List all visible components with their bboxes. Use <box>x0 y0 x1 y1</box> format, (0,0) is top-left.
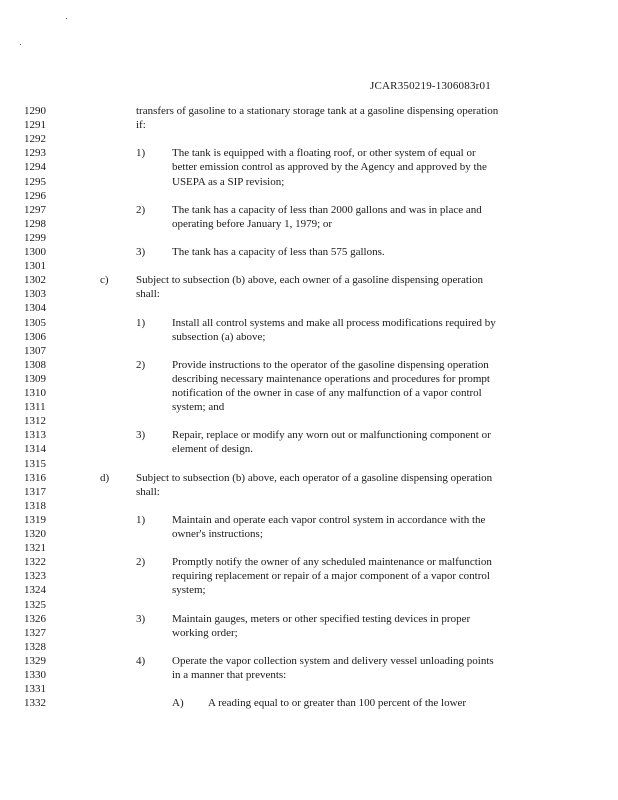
line-number: 1320 <box>24 528 46 540</box>
document-line <box>0 654 618 668</box>
line-text: Subject to subsection (b) above, each operator of a gasoline dispensing operation <box>136 471 493 484</box>
line-text: better emission control as approved by the Agency and approved by the <box>172 161 487 174</box>
line-text: Subject to subsection (b) above, each owner of a gasoline dispensing operation <box>136 274 484 287</box>
line-text: shall: <box>136 288 160 301</box>
line-number: 1302 <box>24 274 46 287</box>
document-line <box>0 513 618 527</box>
document-line <box>0 414 618 428</box>
document-line <box>0 344 618 358</box>
line-number: 1304 <box>24 302 46 315</box>
line-text: The tank is equipped with a floating roof, or other system of equal or <box>172 147 476 160</box>
document-line <box>0 301 618 315</box>
line-number: 1325 <box>24 598 46 611</box>
enumeration-label: 1) <box>136 147 146 160</box>
line-text: Operate the vapor collection system and delivery vessel unloading points <box>172 654 494 667</box>
document-line <box>0 259 618 273</box>
document-line <box>0 555 618 569</box>
document-line <box>0 217 618 231</box>
document-line <box>0 499 618 513</box>
line-number: 1321 <box>24 542 46 555</box>
line-number: 1316 <box>24 471 46 484</box>
enumeration-label: A) <box>172 697 184 710</box>
line-number: 1330 <box>24 669 46 681</box>
document-line <box>0 457 618 471</box>
enumeration-label: 2) <box>136 556 146 569</box>
line-text: describing necessary maintenance operations and procedures for prompt <box>172 372 490 385</box>
line-number: 1324 <box>24 584 46 597</box>
document-line <box>0 330 618 344</box>
enumeration-label: d) <box>100 471 110 484</box>
line-text: shall: <box>136 485 160 498</box>
line-number: 1326 <box>24 612 46 625</box>
line-number: 1328 <box>24 640 46 653</box>
scan-speck <box>20 44 21 45</box>
line-number: 1315 <box>24 457 46 470</box>
document-line <box>0 203 618 217</box>
scan-speck <box>66 18 67 19</box>
document-line <box>0 287 618 301</box>
document-line <box>0 541 618 555</box>
enumeration-label: 3) <box>136 246 146 258</box>
enumeration-label: 1) <box>136 513 146 526</box>
line-number: 1292 <box>24 133 46 146</box>
line-number: 1318 <box>24 499 46 512</box>
line-number: 1312 <box>24 415 46 428</box>
document-line <box>0 231 618 245</box>
line-number: 1327 <box>24 626 46 639</box>
enumeration-label: 2) <box>136 203 146 216</box>
line-text: Maintain and operate each vapor control system in accordance with the <box>172 513 486 526</box>
document-line <box>0 442 618 456</box>
line-number: 1294 <box>24 161 46 174</box>
line-text: working order; <box>172 626 238 639</box>
line-number: 1313 <box>24 429 46 442</box>
line-text: transfers of gasoline to a stationary storage tank at a gasoline dispensing operation <box>136 105 499 117</box>
document-line <box>0 189 618 203</box>
line-number: 1317 <box>24 485 46 498</box>
line-text: system; <box>172 584 206 597</box>
line-number: 1303 <box>24 288 46 301</box>
document-id-header: JCAR350219-1306083r01 <box>370 80 491 92</box>
document-line <box>0 428 618 442</box>
line-text: subsection (a) above; <box>172 330 266 343</box>
line-text: Install all control systems and make all process modifications required by <box>172 316 496 329</box>
document-line <box>0 146 618 160</box>
line-number: 1306 <box>24 330 46 343</box>
document-line <box>0 583 618 597</box>
line-text: Promptly notify the owner of any scheduled maintenance or malfunction <box>172 556 492 569</box>
line-number: 1305 <box>24 316 46 329</box>
line-number: 1293 <box>24 147 46 160</box>
document-line <box>0 668 618 682</box>
enumeration-label: 2) <box>136 358 146 371</box>
line-text: The tank has a capacity of less than 2000 gallons and was in place and <box>172 203 482 216</box>
line-text: The tank has a capacity of less than 575 gallons. <box>172 246 385 258</box>
line-number: 1296 <box>24 189 46 202</box>
document-line <box>0 316 618 330</box>
line-number: 1295 <box>24 175 46 188</box>
document-line <box>0 682 618 696</box>
line-number: 1290 <box>24 105 46 117</box>
line-text: Provide instructions to the operator of the gasoline dispensing operation <box>172 358 489 371</box>
document-line <box>0 132 618 146</box>
line-number: 1329 <box>24 654 46 667</box>
document-line <box>0 245 618 259</box>
enumeration-label: c) <box>100 274 109 287</box>
line-number: 1322 <box>24 556 46 569</box>
document-line <box>0 386 618 400</box>
document-line <box>0 527 618 541</box>
line-text: Maintain gauges, meters or other specified testing devices in proper <box>172 612 471 625</box>
line-number: 1311 <box>24 401 46 414</box>
document-line <box>0 400 618 414</box>
document-line <box>0 273 618 287</box>
line-text: system; and <box>172 401 225 414</box>
line-text: owner's instructions; <box>172 528 263 540</box>
line-text: element of design. <box>172 443 253 456</box>
line-text: USEPA as a SIP revision; <box>172 175 285 188</box>
document-line <box>0 118 618 132</box>
line-number: 1298 <box>24 217 46 230</box>
line-number: 1310 <box>24 387 46 399</box>
line-number: 1308 <box>24 358 46 371</box>
line-number: 1314 <box>24 443 46 456</box>
line-number: 1307 <box>24 344 46 357</box>
line-number: 1331 <box>24 683 46 696</box>
line-text: notification of the owner in case of any malfunction of a vapor control <box>172 387 482 399</box>
line-number: 1300 <box>24 246 46 258</box>
document-line <box>0 358 618 372</box>
document-line <box>0 569 618 583</box>
line-text: if: <box>136 119 146 132</box>
line-number: 1319 <box>24 513 46 526</box>
document-line <box>0 626 618 640</box>
line-number: 1299 <box>24 231 46 244</box>
line-text: Repair, replace or modify any worn out or malfunctioning component or <box>172 429 491 442</box>
line-number: 1291 <box>24 119 46 132</box>
document-line <box>0 104 618 118</box>
document-line <box>0 598 618 612</box>
line-text: operating before January 1, 1979; or <box>172 217 333 230</box>
line-text: in a manner that prevents: <box>172 669 287 681</box>
document-line <box>0 696 618 710</box>
line-number: 1297 <box>24 203 46 216</box>
document-line <box>0 640 618 654</box>
document-line <box>0 160 618 174</box>
document-line <box>0 175 618 189</box>
enumeration-label: 3) <box>136 612 146 625</box>
line-number: 1301 <box>24 260 46 273</box>
document-line <box>0 471 618 485</box>
document-line <box>0 372 618 386</box>
line-text: requiring replacement or repair of a major component of a vapor control <box>172 570 490 583</box>
enumeration-label: 4) <box>136 654 146 667</box>
line-number: 1332 <box>24 697 46 710</box>
document-line <box>0 485 618 499</box>
document-line <box>0 612 618 626</box>
line-text: A reading equal to or greater than 100 percent of the lower <box>208 697 467 710</box>
line-number: 1309 <box>24 372 46 385</box>
line-number: 1323 <box>24 570 46 583</box>
enumeration-label: 3) <box>136 429 146 442</box>
enumeration-label: 1) <box>136 316 146 329</box>
